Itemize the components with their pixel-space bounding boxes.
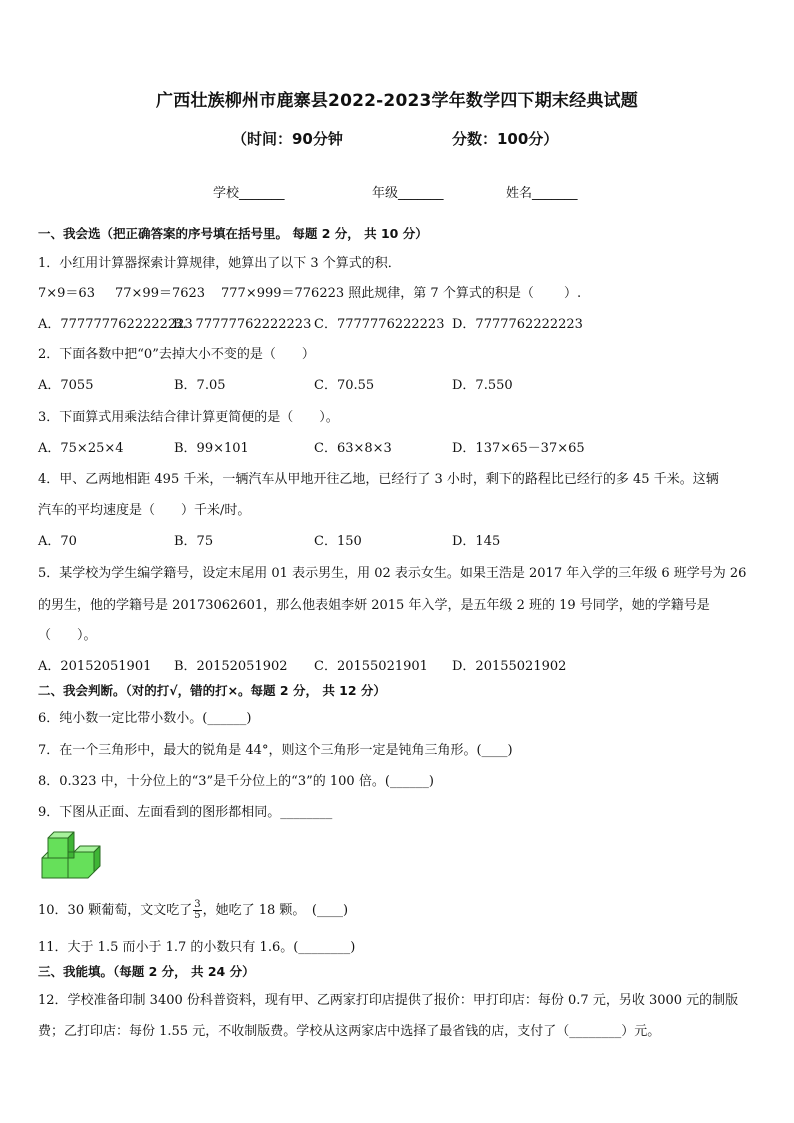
q9-text: 9．下图从正面、左面看到的图形都相同。________ — [38, 805, 333, 820]
section-2-title: 二、我会判断。（对的打√，错的打×。每题 2 分， 共 12 分） — [38, 683, 386, 698]
q10-prefix: 10．30 颗葡萄，文文吃了 — [38, 903, 193, 918]
q2-option-d: D．7.550 — [452, 378, 513, 393]
q1-option-d: D．7777762222223 — [452, 317, 583, 332]
q4-line2: 汽车的平均速度是（ ）千米/时。 — [38, 503, 251, 518]
page-title: 广西壮族柳州市鹿寨县2022-2023学年数学四下期末经典试题 — [156, 91, 638, 111]
fraction — [193, 900, 201, 921]
q11-text: 11．大于 1.5 而小于 1.7 的小数只有 1.6。(________) — [38, 940, 356, 955]
school-field: 学校_______ — [213, 186, 285, 201]
cube-front-face — [48, 838, 68, 858]
q2-option-a: A．7055 — [38, 378, 94, 393]
q1-expr2: 77×99＝7623 — [115, 286, 206, 301]
q10-suffix: ，她吃了 18 颗。 (____) — [202, 903, 349, 918]
q3-option-b: B．99×101 — [174, 441, 249, 456]
cube-figure — [40, 830, 106, 880]
name-field: 姓名_______ — [506, 186, 578, 201]
cube-group — [42, 832, 100, 878]
q4-option-a: A．70 — [38, 534, 77, 549]
cube-front-face — [42, 858, 68, 878]
section-1-title: 一、我会选（把正确答案的序号填在括号里。 每题 2 分， 共 10 分） — [38, 226, 428, 241]
q1-text: 1．小红用计算器探索计算规律，她算出了以下 3 个算式的积． — [38, 256, 401, 271]
q4-option-d: D．145 — [452, 534, 501, 549]
exam-score: 分数：100分） — [452, 130, 559, 148]
q12-line1: 12．学校准备印制 3400 份科普资料，现有甲、乙两家打印店提供了报价：甲打印店：每份 0.7 元，另收 3000 元的制版 — [38, 993, 739, 1008]
q3-text: 3．下面算式用乘法结合律计算更简便的是（ ）。 — [38, 410, 339, 425]
q5-option-c: C．20155021901 — [314, 659, 428, 674]
q5-option-a: A．20152051901 — [38, 659, 152, 674]
q12-line2: 费；乙打印店：每份 1.55 元，不收制版费。学校从这两家店中选择了最省钱的店，支付了（________）元。 — [38, 1024, 661, 1039]
q4-option-c: C．150 — [314, 534, 362, 549]
q3-option-a: A．75×25×4 — [38, 441, 124, 456]
q5-line3: （ ）。 — [38, 628, 97, 643]
fraction-denominator: 5 — [194, 910, 201, 921]
fraction-numerator: 3 — [194, 899, 201, 910]
q3-option-d: D．137×65－37×65 — [452, 441, 585, 456]
q1-expr3: 777×999＝776223 照此规律，第 7 个算式的积是（ ）. — [221, 286, 582, 301]
cube-top-face — [42, 852, 48, 858]
q7-text: 7．在一个三角形中，最大的锐角是 44°，则这个三角形一定是钝角三角形。(____) — [38, 743, 513, 758]
exam-time: （时间：90分钟 — [232, 130, 343, 148]
q5-line1: 5．某学校为学生编学籍号，设定末尾用 01 表示男生，用 02 表示女生。如果王浩是 2017 年入学的三年级 6 班学号为 26 — [38, 566, 747, 581]
q4-line1: 4．甲、乙两地相距 495 千米，一辆汽车从甲地开往乙地，已经行了 3 小时，剩下的路程比已经行的多 45 千米。这辆 — [38, 472, 719, 487]
section-3-title: 三、我能填。（每题 2 分， 共 24 分） — [38, 964, 255, 979]
grade-field: 年级_______ — [372, 186, 444, 201]
q8-text: 8．0.323 中，十分位上的“3”是千分位上的“3”的 100 倍。(______) — [38, 774, 434, 789]
q2-option-c: C．70.55 — [314, 378, 375, 393]
q3-option-c: C．63×8×3 — [314, 441, 392, 456]
q5-line2: 的男生，他的学籍号是 20173062601，那么他表姐李妍 2015 年入学，是五年级 2 班的 19 号同学，她的学籍号是 — [38, 598, 710, 613]
q4-option-b: B．75 — [174, 534, 214, 549]
q1-option-c: C．7777776222223 — [314, 317, 445, 332]
q6-text: 6．纯小数一定比带小数小。(______) — [38, 711, 252, 726]
q10-text — [38, 899, 348, 921]
q1-expr1: 7×9＝63 — [38, 286, 95, 301]
q1-option-a: A．7777777622222223 — [38, 317, 193, 332]
cube-front-face — [68, 852, 74, 858]
q5-option-b: B．20152051902 — [174, 659, 288, 674]
q2-option-b: B．7.05 — [174, 378, 226, 393]
q5-option-d: D．20155021902 — [452, 659, 567, 674]
q2-text: 2．下面各数中把“0”去掉大小不变的是（ ） — [38, 347, 315, 362]
q1-option-b: B．77777762222223 — [173, 317, 312, 332]
